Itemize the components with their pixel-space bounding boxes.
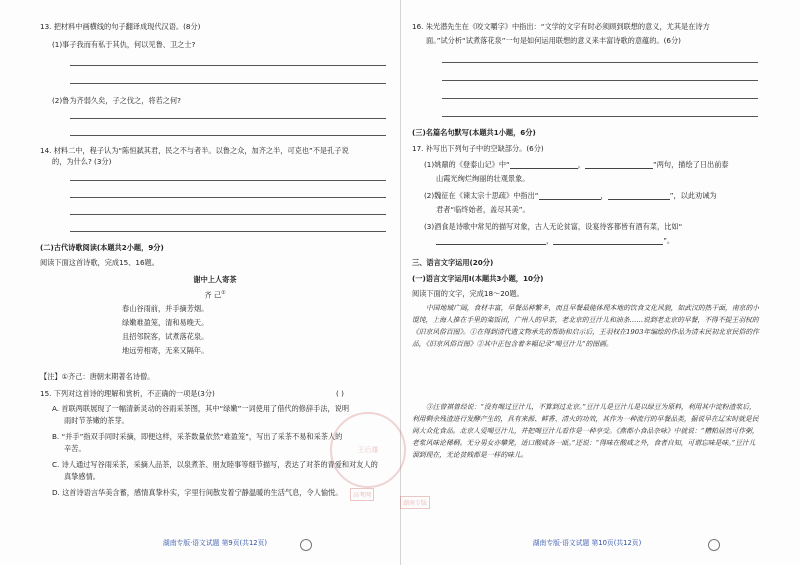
- q17-s1: [424, 160, 762, 169]
- q15-option-c[interactable]: C. 诗人通过写谷雨采茶，采摘人品茶，以泉煮茶、朋友睦事等细节描写，表达了对茶的青爱和对友人的: [52, 460, 378, 469]
- q17-s2-cont: 君者“临终始者，盖尽其美”。: [436, 205, 530, 214]
- q14-line1: 14. 材料二中，程子认为“陈恒弑其君，民之不与者半。以鲁之众，加齐之半，可克也”不是孔子说: [40, 146, 349, 155]
- answer-line[interactable]: [442, 80, 758, 81]
- q17-s2-text-a: (2)魏征在《谏太宗十思疏》中指出“: [424, 191, 539, 200]
- q17-s3-text-c: ”。: [663, 236, 675, 245]
- passage-paragraph-2: ③汪曾祺曾经说：“没有喝过豆汁儿，不算到过北京。”豆汁儿是豆汁儿是以绿豆为原料，利用其中淀粉渣浆后，利用剩余残渣进行发酵产生的，具有来源、鲜香、清火的功效，其作为一种流行的早餐品类，据说早在辽宋时就是民间大众化食品。北京人爱喝豆汁儿，并把喝豆汁儿看作是一种享受。《燕都小食品杂咏》中就说：“糟粕居然可作粥，老浆风味论稀稠。无分男女亦攀凳，适口酸咸各一瓯。”还说：“得味在酸咸之外，食者自知，可谓忘味是味。”豆汁儿溜到现在，无论贫贱都是一样的味儿。: [412, 403, 759, 459]
- fill-blank[interactable]: [553, 236, 663, 245]
- q15-title: 15. 下列对这首诗的理解和赏析，不正确的一项是(3分): [40, 389, 215, 398]
- q17-s1-text-a: (1)姚鼐的《登泰山记》中“: [424, 160, 510, 169]
- q16-line1: 16. 朱光潜先生在《咬文嚼字》中指出：“文学的文字有时必须顾到联想的意义，尤其是在诗方: [412, 22, 710, 31]
- q17-s3: (3)酒食是诗歌中常见的描写对象，古人无论贫富，设宴待客都皆有酒有菜，比如“: [424, 222, 683, 231]
- watermark-seal: 王后雄: [330, 412, 406, 488]
- answer-line[interactable]: [70, 231, 386, 232]
- q17-s1-text-b: ，: [577, 160, 585, 169]
- fill-blank[interactable]: [585, 160, 653, 169]
- answer-line[interactable]: [70, 135, 386, 136]
- q16-line2: 面。”试分析“试煮落花泉”一句是如何运用联想的意义来丰富诗歌的意蕴的。(6分): [426, 36, 681, 45]
- section-language-intro: 阅读下面的文字，完成18～20题。: [412, 289, 524, 298]
- q15-option-b-cont: 辛苦。: [64, 444, 86, 453]
- section-recitation-title: (三)名篇名句默写(本题共1小题，6分): [412, 128, 536, 137]
- answer-line[interactable]: [70, 214, 386, 215]
- q17-s2-text-c: ”，以此劝诫为: [669, 191, 717, 200]
- answer-line[interactable]: [70, 197, 386, 198]
- section-poetry-intro: 阅读下面这首诗歌，完成15、16题。: [40, 258, 159, 267]
- section-language-title: 三、语言文字运用(20分): [412, 258, 494, 267]
- q17-s2-text-b: ，: [600, 191, 608, 200]
- passage-paragraph-1: 中国地域广阔，食材丰富，早餐品种繁多，而且早餐最能体现本地的饮食文化风貌，如武汉的热干面，南京的小馄饨，上海人推在手里的粢饭团，广州人的早茶，老北京的豆汁儿和油条……说到老北京的早餐，不得不提王羽权的《旧京风俗百图》。①在得到清代遗文物承先的帮助和启示后，王羽权在1903年编绘的作品为清末民初北京民俗的作品，《旧京风俗百图》②其中正包含着多幅记录“喝豆汁儿”的图画。: [412, 304, 760, 348]
- q15-option-c-cont: 真挚感情。: [64, 472, 100, 481]
- registration-mark: [300, 539, 312, 551]
- q13-s2: (2)鲁为齐弱久矣，子之伐之，将若之何?: [52, 96, 181, 105]
- q17-s3-blanks: [436, 236, 762, 245]
- section-poetry-title: (二)古代诗歌阅读(本题共2小题，9分): [40, 243, 164, 252]
- q17-s1-cont: 山霞光绚烂绚丽的壮观景象。: [436, 174, 530, 183]
- poem-line: 且招邻院客，试煮落花泉。: [122, 332, 209, 341]
- q17-title: 17. 补写出下列句子中的空缺部分。(6分): [412, 144, 544, 153]
- q15-option-d[interactable]: D. 这首诗语言华美含蓄，感情真挚朴实，字里行间散发着宁静温暖的生活气息，令人愉悦。: [52, 488, 343, 497]
- q13-title: 13. 把材料中画横线的句子翻译成现代汉语。(8分): [40, 22, 201, 31]
- footer-page-9: 湖南专版·语文试题 第9页(共12页): [162, 539, 268, 547]
- page-9: [40, 0, 390, 565]
- q14-line2: 的，为什么? (3分): [52, 157, 112, 166]
- fill-blank[interactable]: [436, 236, 546, 245]
- poem-title: 谢中上人寄茶: [193, 275, 237, 284]
- fill-blank[interactable]: [539, 191, 601, 200]
- page-fold: [400, 0, 401, 565]
- watermark-stamp: 高考网: [350, 488, 374, 501]
- fill-blank[interactable]: [608, 191, 670, 200]
- q15-option-b[interactable]: B. “并手”指双手同时采摘，即便这样，采茶数量依然“难盈笼”，写出了采茶不易和采茶人的: [52, 432, 343, 441]
- poem-line: 地远劳相寄，无来又隔年。: [122, 346, 209, 355]
- answer-line[interactable]: [70, 118, 386, 119]
- registration-mark: [708, 539, 720, 551]
- q17-s2: [424, 191, 762, 200]
- q15-option-a[interactable]: A. 首联两联展现了一幅清新灵动的谷雨采茶图，其中“绿嫩”一词使用了借代的修辞手法，说明: [52, 404, 350, 413]
- section-language-sub: (一)语言文字运用Ⅰ(本题共3小题，10分): [412, 274, 544, 283]
- q17-s3-text-b: ，: [546, 236, 554, 245]
- watermark-stamp: 湖南专版: [400, 496, 430, 509]
- footer-page-10: 湖南专版·语文试题 第10页(共12页): [532, 539, 642, 547]
- poem-author-note: ①: [221, 290, 226, 296]
- answer-line[interactable]: [70, 65, 386, 66]
- q13-s1: (1)事子我而有私于其仇，何以见鲁、卫之士?: [52, 40, 196, 49]
- q15-option-a-cont: 雨时节茶嫩的茶芽。: [64, 416, 129, 425]
- page-10: [412, 0, 762, 565]
- q15-answer-paren[interactable]: ( ): [336, 389, 344, 398]
- poem-author-name: 齐 己: [204, 290, 222, 300]
- poem-note: 【注】①齐己：唐朝末期著名诗僧。: [40, 372, 155, 381]
- poem-line: 绿嫩难盈笼，清和易晚天。: [122, 318, 209, 327]
- answer-line[interactable]: [442, 98, 758, 99]
- poem-line: 春山谷雨前，并手摘芳烟。: [122, 304, 209, 313]
- answer-line[interactable]: [442, 116, 758, 117]
- q17-s1-text-c: ”两句，描绘了日出前泰: [652, 160, 729, 169]
- answer-line[interactable]: [70, 180, 386, 181]
- poem-author: [40, 290, 390, 299]
- answer-line[interactable]: [70, 83, 386, 84]
- answer-line[interactable]: [442, 62, 758, 63]
- fill-blank[interactable]: [510, 160, 578, 169]
